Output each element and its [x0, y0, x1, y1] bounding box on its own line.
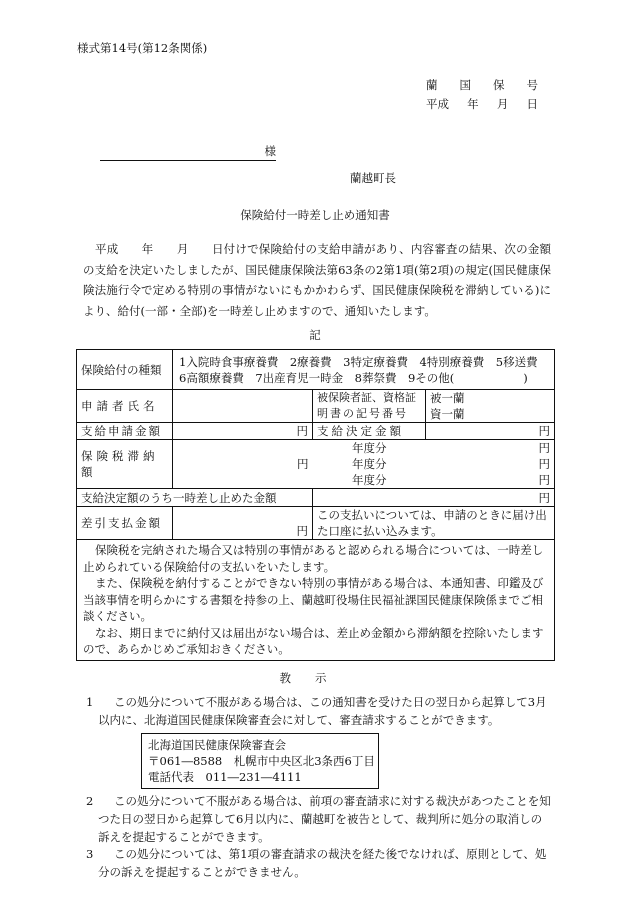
- claim-amount-value: 円: [173, 423, 313, 440]
- insured-card-label: 被保険者証、資格証 明書の記号番号: [313, 390, 426, 423]
- review-board-name: 北海道国民健康保険審査会: [148, 738, 286, 752]
- tax-arrears-value: 円: [173, 440, 313, 489]
- table-row: [77, 489, 555, 507]
- notes-cell: [77, 540, 555, 661]
- suspended-amount-value: 円: [313, 489, 555, 507]
- decided-amount-value: 円: [426, 423, 555, 440]
- benefit-type-options: 1入院時食事療養費 2療養費 3特定療養費 4特別療養費 5移送費 6高額療養費 7出産育児一時金 8葬祭費 9その他( ): [173, 350, 555, 390]
- payment-note: この支払いについては、申請のときに届け出た口座に払い込みます。: [313, 507, 555, 540]
- document-title: 保険給付一時差し止め通知書: [240, 208, 390, 222]
- tax-arrears-label: 保険税滞納額: [77, 440, 173, 489]
- addressee-line: [100, 144, 276, 161]
- form-number: 様式第14号(第12条関係): [77, 41, 208, 55]
- instructions-title: 教示: [279, 671, 351, 685]
- instruction-item: 1 この処分について不服がある場合は、この通知書を受けた日の翌日から起算して3月以内に、北海道国民健康保険審査会に対して、審査請求することができます。: [86, 695, 547, 727]
- addressee-suffix: 様: [264, 144, 276, 158]
- table-row: [77, 540, 555, 661]
- issuer: 蘭越町長: [350, 171, 396, 185]
- table-row: [77, 440, 555, 489]
- suspended-amount-label: 支給決定額のうち一時差し止めた金額: [77, 489, 313, 507]
- note-paragraph: なお、期日までに納付又は届出がない場合は、差止め金額から滞納額を控除いたしますので、あらかじめご承知おきください。: [83, 625, 544, 656]
- document-date: 平成 年 月 日: [426, 97, 538, 111]
- review-board-box: [141, 733, 379, 789]
- ki-heading: 記: [309, 328, 321, 342]
- note-paragraph: また、保険税を納付することができない特別の事情がある場合は、本通知書、印鑑及び当該事情を明らかにする書類を持参の上、蘭越町役場住民福祉課国民健康保険係までご相談ください。: [83, 576, 544, 623]
- table-row: [77, 350, 555, 390]
- note-paragraph: 保険税を完納された場合又は特別の事情があると認められる場合については、一時差し止められている保険給付の支払いをいたします。: [83, 543, 544, 574]
- benefit-table: [76, 349, 555, 661]
- insured-card-value: 被一蘭 資一蘭: [426, 390, 555, 423]
- applicant-value: [173, 390, 313, 423]
- review-board-address: 〒061―8588 札幌市中央区北3条西6丁目: [148, 754, 375, 768]
- benefit-type-label: 保険給付の種類: [77, 350, 173, 390]
- decided-amount-label: 支給決定金額: [313, 423, 426, 440]
- instruction-item: 3 この処分については、第1項の審査請求の裁決を経た後でなければ、原則として、処分の訴えを提起することができません。: [86, 847, 547, 879]
- table-row: [77, 507, 555, 540]
- net-payment-label: 差引支払金額: [77, 507, 173, 540]
- table-row: [77, 423, 555, 440]
- fiscal-year-row: 年度分 円: [352, 473, 551, 487]
- net-payment-value: 円: [173, 507, 313, 540]
- table-row: [77, 390, 555, 423]
- claim-amount-label: 支給申請金額: [77, 423, 173, 440]
- fiscal-year-row: 年度分 円: [352, 457, 551, 471]
- review-board-phone: 電話代表 011―231―4111: [148, 770, 302, 784]
- fiscal-year-row: 年度分 円: [352, 441, 551, 455]
- tax-arrears-breakdown: [313, 440, 555, 489]
- instruction-item: 2 この処分について不服がある場合は、前項の審査請求に対する裁決があつたことを知つた日の翌日から起算して6月以内に、蘭越町を被告として、裁判所に処分の取消しの訴えを提起することができます。: [86, 794, 551, 844]
- applicant-label: 申請者氏名: [77, 390, 173, 423]
- body-paragraph: 平成 年 月 日付けで保険給付の支給申請があり、内容審査の結果、次の金額の支給を決定いたしましたが、国民健康保険法第63条の2第1項(第2項)の規定(国民健康保険法施行令で定める特別の事情がないにもかかわらず、国民健康保険税を滞納している)により、給付(一部・全部)を一時差し止めますので、通知いたします。: [83, 242, 551, 318]
- document-number: 蘭 国 保 号: [426, 78, 538, 92]
